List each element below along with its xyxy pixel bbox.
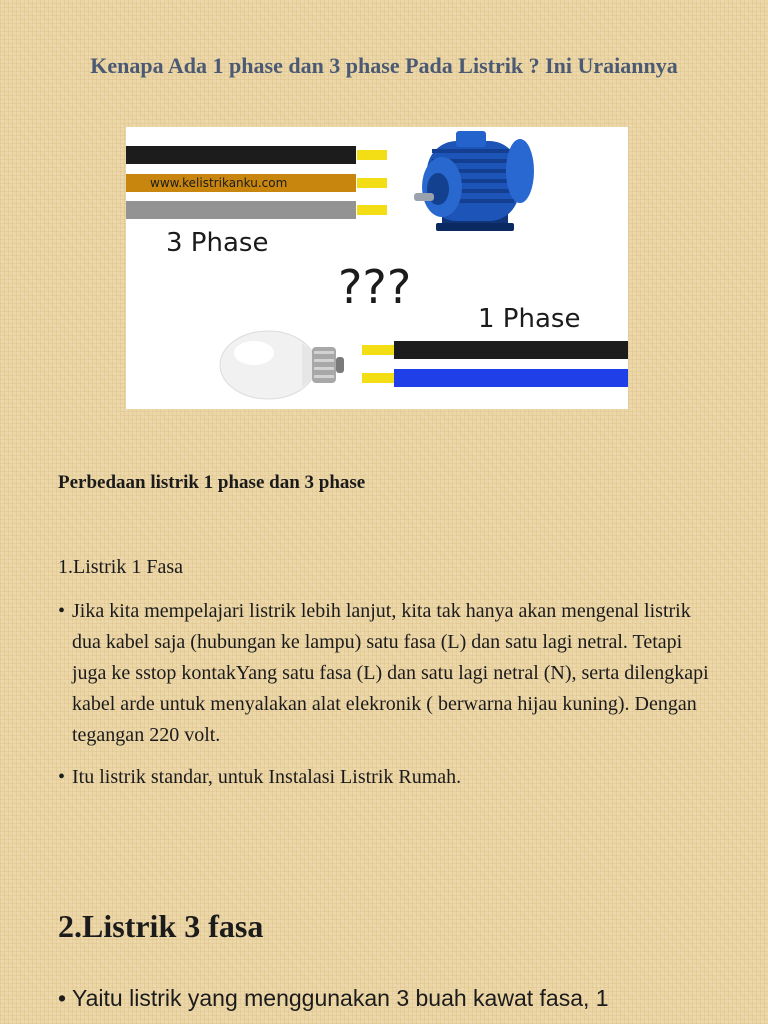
wire-blue xyxy=(394,369,628,387)
wire-tip xyxy=(357,150,387,160)
list-item-text: Itu listrik standar, untuk Instalasi Listrik Rumah. xyxy=(72,766,462,788)
subsection-heading-1: 1.Listrik 1 Fasa xyxy=(58,556,183,578)
wire-tip xyxy=(357,178,387,188)
bullet-list-2 xyxy=(58,982,758,1014)
question-marks: ??? xyxy=(338,260,412,314)
subsection-heading-2: 2.Listrik 3 fasa xyxy=(58,908,264,944)
list-item-text: Jika kita mempelajari listrik lebih lanjut, kita tak hanya akan mengenal listrik dua kabel saja (hubungan ke lampu) satu fasa (L) dan satu lagi netral. Tetapi juga ke sstop kontakYang satu fasa (L) dan satu lagi netral (N), serta dilengkapi kabel arde untuk menyalakan alat elekronik ( berwarna hijau kuning). Dengan tegangan 220 volt. xyxy=(72,600,709,746)
wire-tip xyxy=(357,205,387,215)
label-one-phase: 1 Phase xyxy=(478,304,581,334)
wire-black xyxy=(394,341,628,359)
wire-black xyxy=(126,146,356,164)
bullet-list-1 xyxy=(58,596,718,804)
bullet-icon: • xyxy=(58,985,67,1011)
label-three-phase: 3 Phase xyxy=(166,228,269,258)
page-title: Kenapa Ada 1 phase dan 3 phase Pada Listrik ? Ini Uraiannya xyxy=(90,53,678,78)
watermark-text: www.kelistrikanku.com xyxy=(150,176,288,190)
list-item-text: Yaitu listrik yang menggunakan 3 buah kawat fasa, 1 xyxy=(72,985,609,1011)
list-item xyxy=(58,982,758,1014)
light-bulb-icon xyxy=(220,331,344,399)
electric-motor-icon xyxy=(414,131,534,231)
wire-gray xyxy=(126,201,356,219)
bullet-icon: • xyxy=(58,766,66,788)
bullet-icon: • xyxy=(58,600,66,622)
wire-tip xyxy=(362,345,394,355)
list-item xyxy=(58,762,718,793)
phase-illustration xyxy=(126,127,628,409)
one-phase-wires xyxy=(362,341,628,387)
wire-tip xyxy=(362,373,394,383)
section-heading: Perbedaan listrik 1 phase dan 3 phase xyxy=(58,472,366,493)
list-item xyxy=(58,596,718,751)
